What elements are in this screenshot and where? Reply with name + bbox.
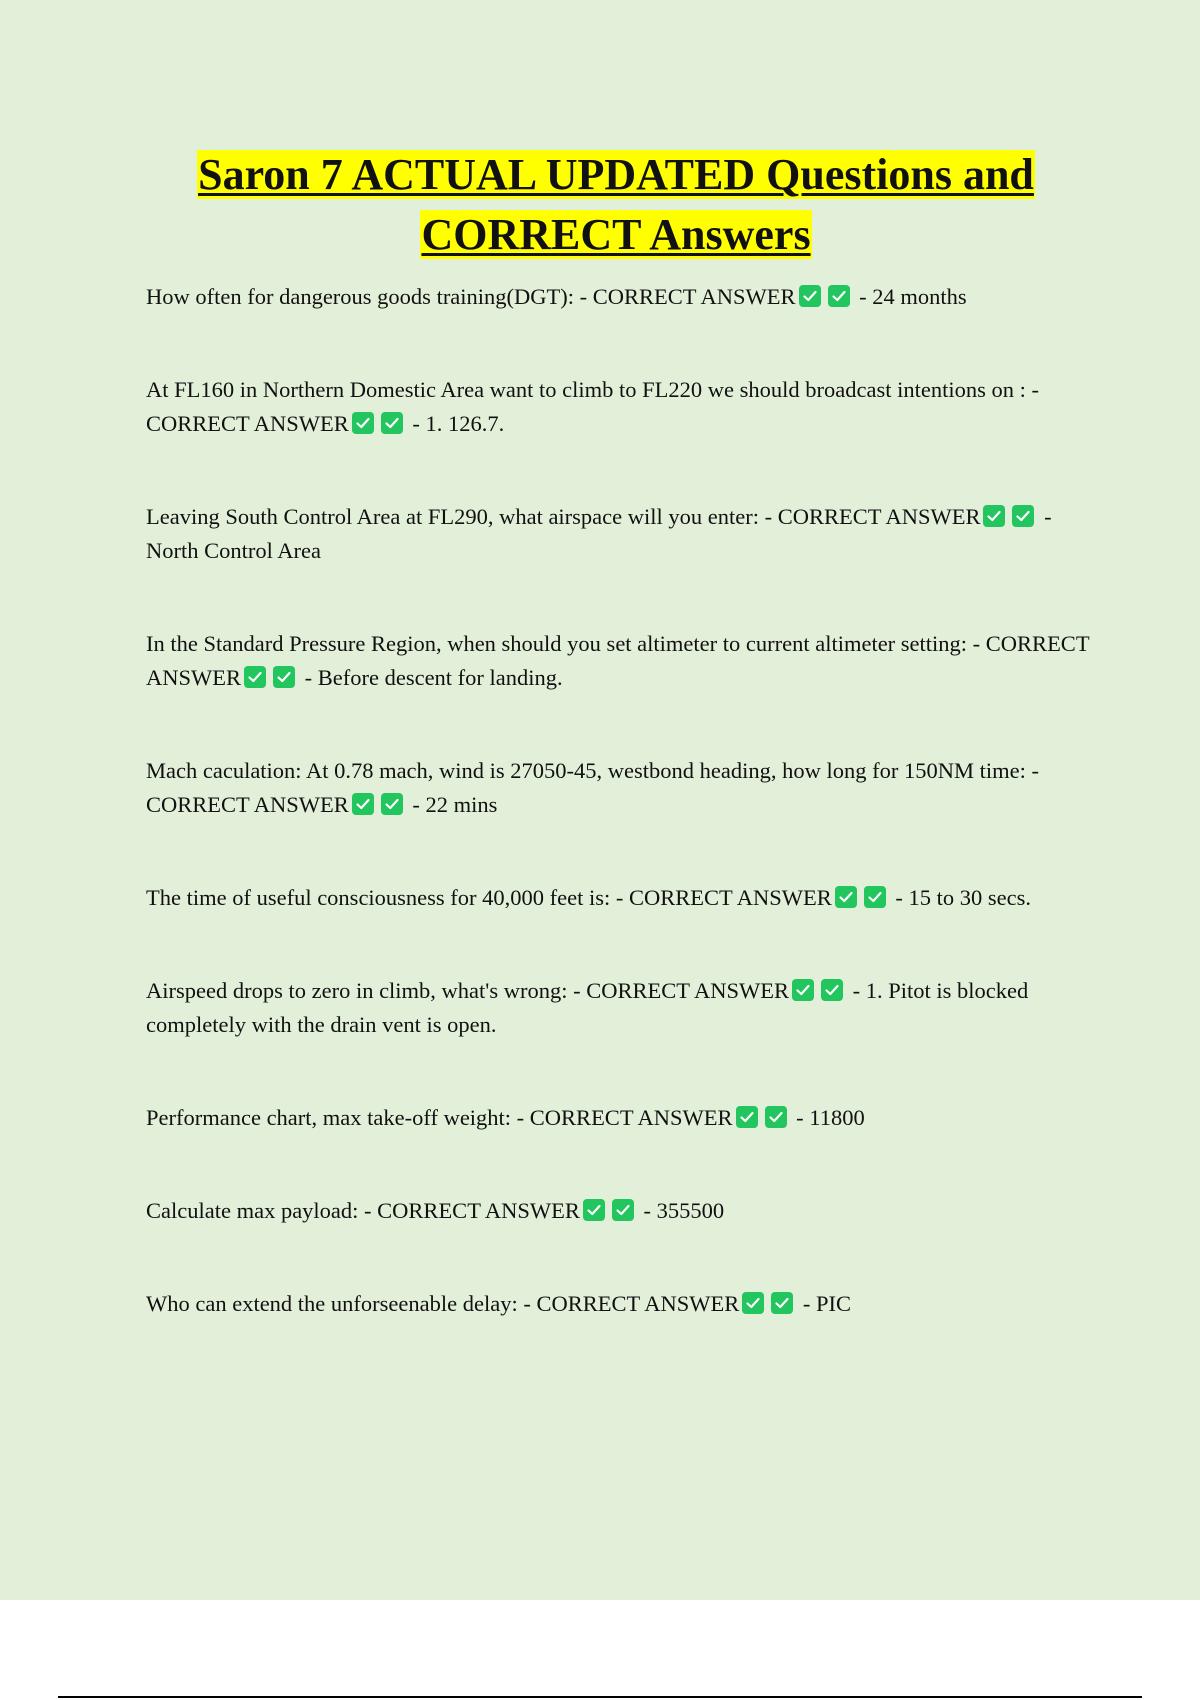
question-text: Calculate max payload: - [146,1198,378,1223]
qa-item [146,500,1096,568]
qa-item [146,1194,1096,1228]
title-line-1: Saron 7 ACTUAL UPDATED Questions and [198,150,1034,199]
answer-marker: CORRECT ANSWER [592,284,796,309]
check-mark-icon [765,1106,787,1128]
question-text: The time of useful consciousness for 40,000 feet is: - [146,885,630,910]
check-mark-icon [381,793,403,815]
answer-text: - Before descent for landing. [299,665,563,690]
answer-marker: CORRECT ANSWER [146,792,349,817]
footer-divider [58,1696,1142,1698]
answer-marker: CORRECT ANSWER [146,631,1090,690]
check-mark-icon [612,1199,634,1221]
check-mark-icon [352,793,374,815]
check-mark-icon [583,1199,605,1221]
question-text: Airspeed drops to zero in climb, what's wrong: - [146,978,587,1003]
question-text: Mach caculation: At 0.78 mach, wind is 27050-45, westbond heading, how long for 150NM time: - [146,758,1039,783]
check-mark-icon [821,979,843,1001]
check-mark-icon [742,1292,764,1314]
answer-text: - 355500 [637,1198,725,1223]
qa-item [146,627,1096,695]
check-mark-icon [828,285,850,307]
qa-item [146,754,1096,822]
qa-list [146,280,1096,1321]
qa-item [146,881,1096,915]
check-mark-icon [273,666,295,688]
answer-text: - 22 mins [406,792,498,817]
check-mark-icon [835,886,857,908]
question-text: At FL160 in Northern Domestic Area want to climb to FL220 we should broadcast intentions on : - [146,377,1039,402]
qa-item [146,1101,1096,1135]
answer-text: - 24 months [853,284,967,309]
answer-marker: CORRECT ANSWER [629,885,832,910]
answer-marker: CORRECT ANSWER [586,978,789,1003]
answer-marker: CORRECT ANSWER [529,1105,733,1130]
question-text: How often for dangerous goods training(DGT): - [146,284,593,309]
check-mark-icon [244,666,266,688]
check-mark-icon [983,505,1005,527]
check-mark-icon [792,979,814,1001]
answer-marker: CORRECT ANSWER [146,411,349,436]
question-text: In the Standard Pressure Region, when should you set altimeter to current altimeter setting: - [146,631,986,656]
title-line-2: CORRECT Answers [421,210,811,259]
document-title [110,145,1122,265]
answer-text: - 15 to 30 secs. [889,885,1031,910]
question-text: Performance chart, max take-off weight: - [146,1105,530,1130]
check-mark-icon [352,412,374,434]
answer-text: - PIC [797,1291,851,1316]
check-mark-icon [736,1106,758,1128]
answer-text: - 1. 126.7. [406,411,505,436]
qa-item [146,974,1096,1042]
answer-marker: CORRECT ANSWER [536,1291,740,1316]
answer-marker: CORRECT ANSWER [777,504,981,529]
check-mark-icon [799,285,821,307]
answer-text: - 1. Pitot is blocked completely with the drain vent is open. [146,978,1029,1037]
check-mark-icon [771,1292,793,1314]
check-mark-icon [381,412,403,434]
qa-item [146,373,1096,441]
qa-item [146,1287,1096,1321]
check-mark-icon [1012,505,1034,527]
answer-marker: CORRECT ANSWER [377,1198,580,1223]
check-mark-icon [864,886,886,908]
question-text: Leaving South Control Area at FL290, what airspace will you enter: - [146,504,778,529]
answer-text: - 11800 [790,1105,865,1130]
question-text: Who can extend the unforseenable delay: - [146,1291,537,1316]
qa-item [146,280,1096,314]
answer-text: - North Control Area [146,504,1052,563]
